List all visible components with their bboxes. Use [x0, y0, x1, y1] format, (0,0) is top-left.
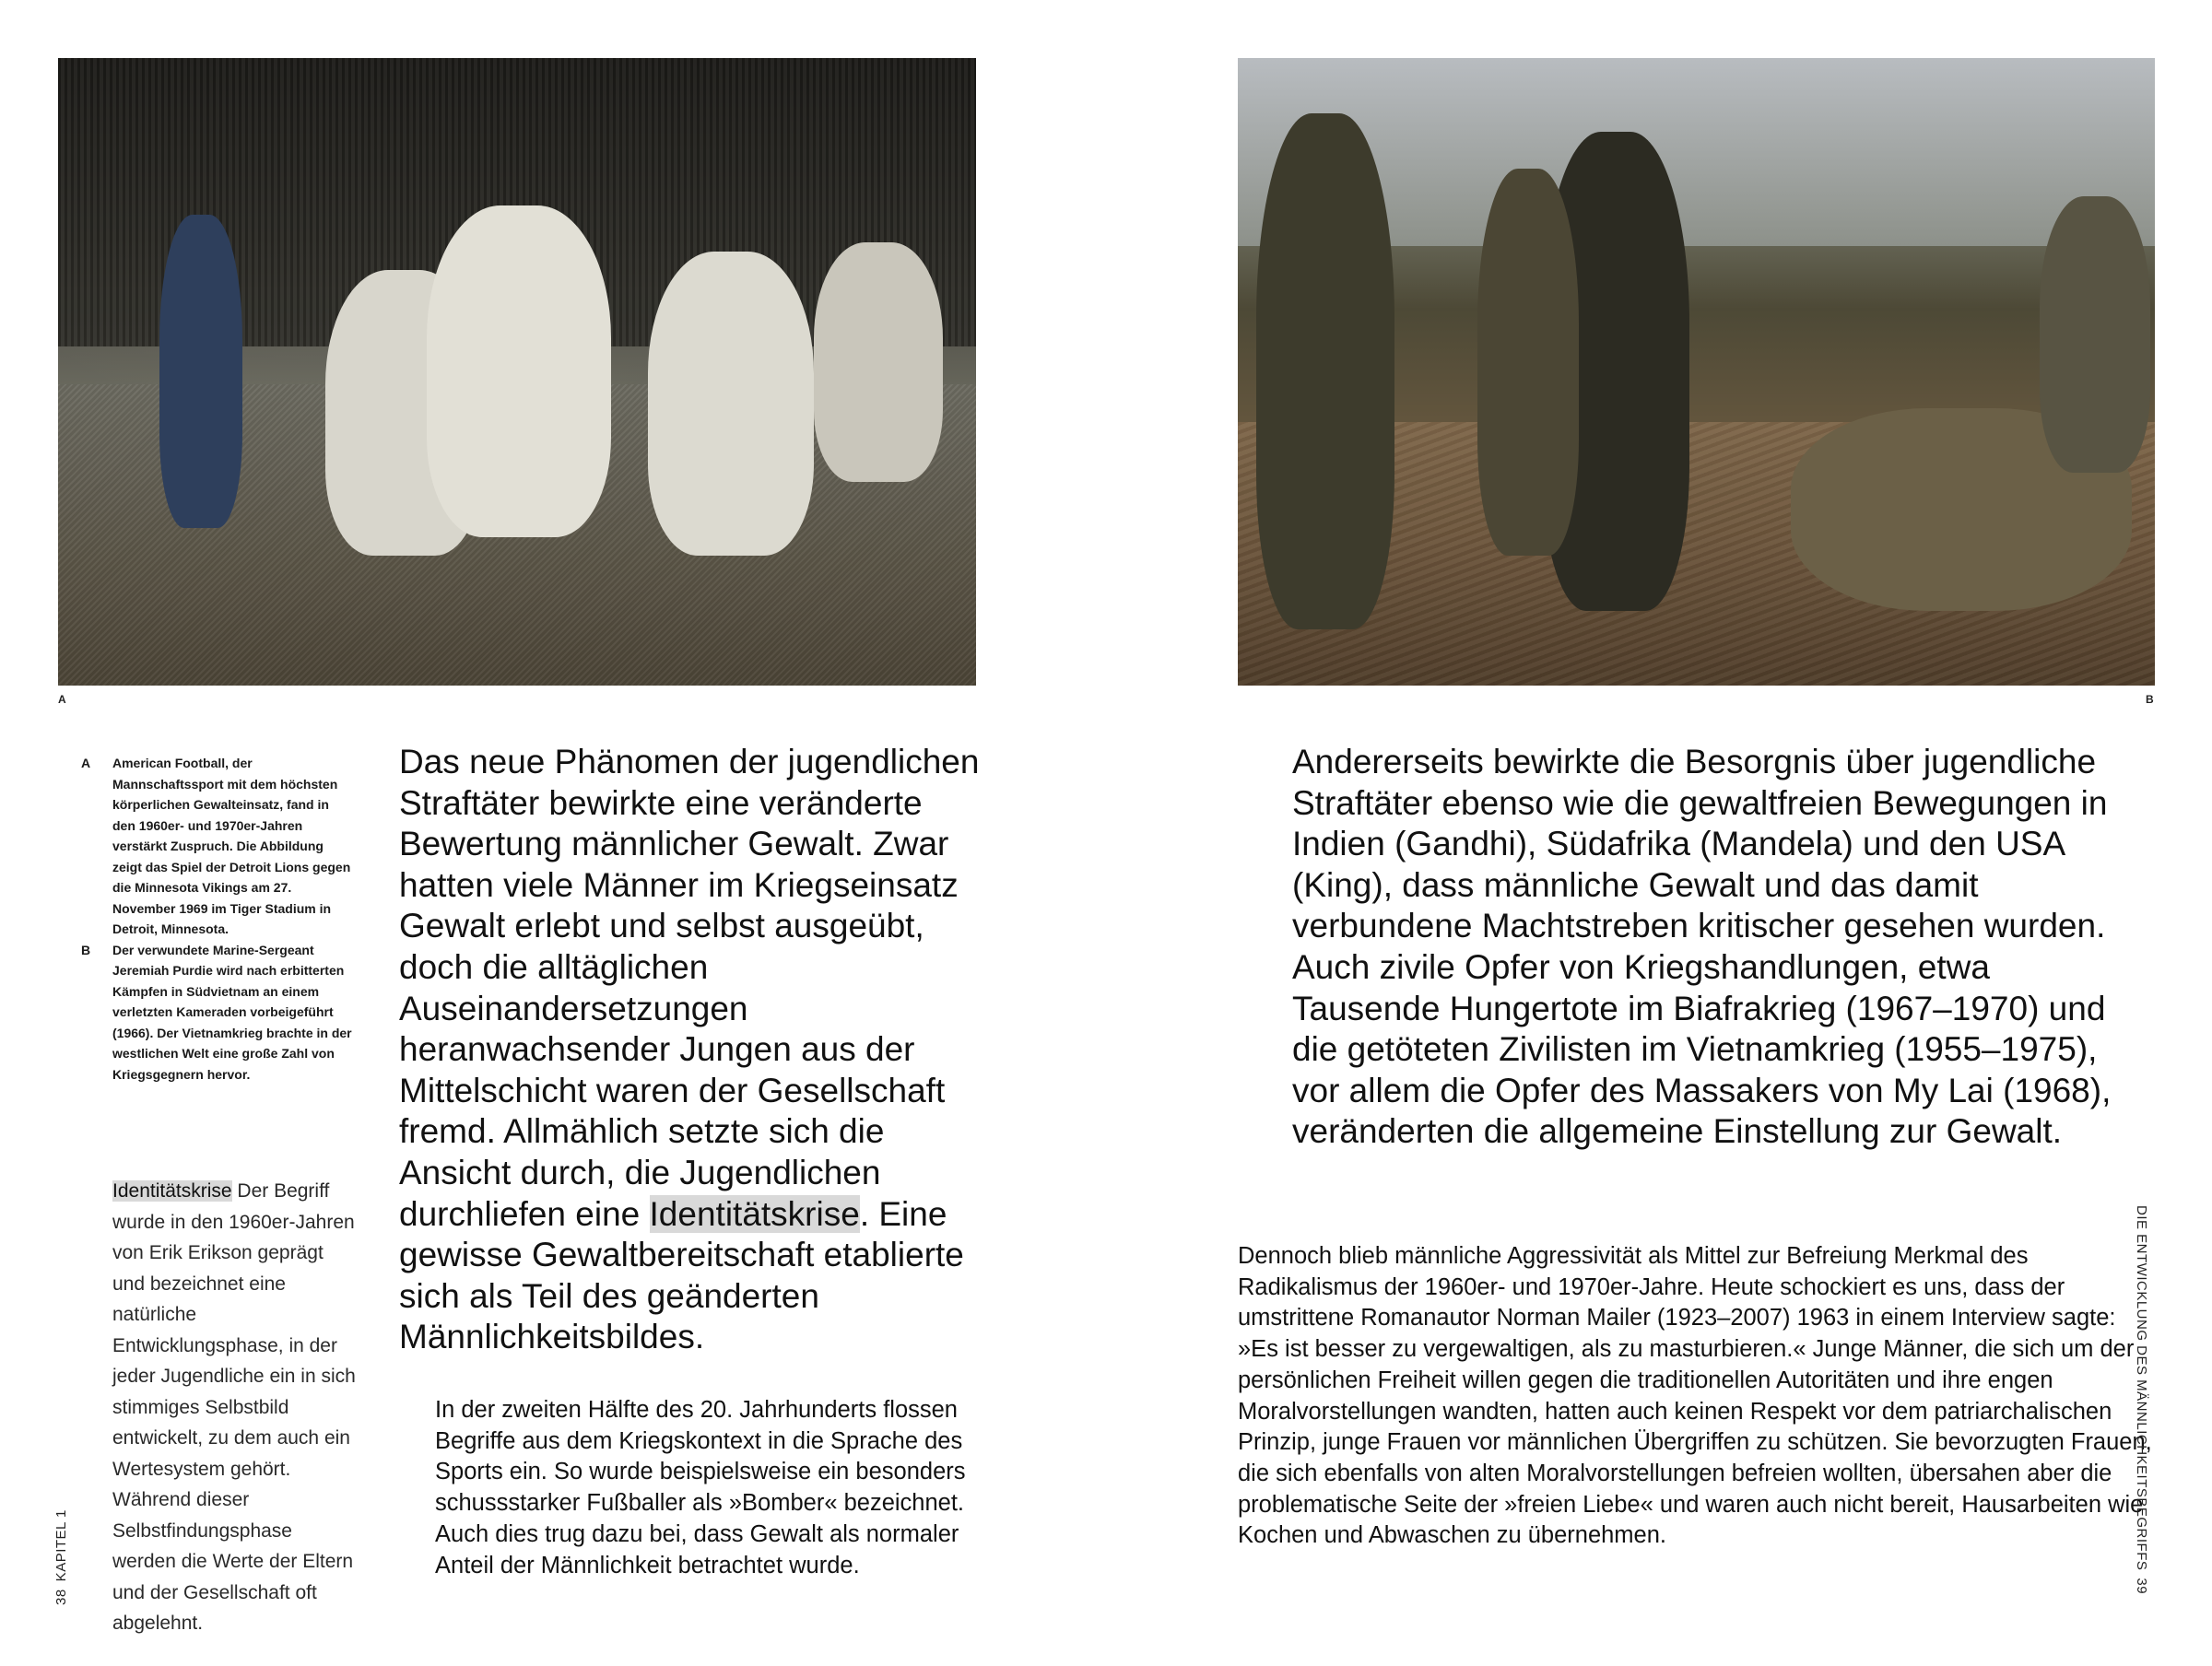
caption-a [81, 753, 358, 940]
image-label-b: B [2146, 693, 2154, 706]
lead-text: . Eine gewisse Gewaltbereitschaft etablierte sich als Teil des geänderten Männlichkeitsbildes. [399, 1194, 964, 1356]
photo-vietnam-war [1238, 58, 2155, 686]
caption-text: American Football, der Mannschaftssport mit dem höchsten körperlichen Gewalteinsatz, fand in den 1960er- und 1970er-Jahren verstärkt Zuspruch. Die Abbildung zeigt das Spiel der Detroit Lions gegen die Minnesota Vikings am 27. November 1969 im Tiger Stadium in Detroit, Minnesota. [112, 756, 351, 936]
caption-text: Der verwundete Marine-Sergeant Jeremiah Purdie wird nach erbitterten Kämpfen in Südvietnam an einem verletzten Kameraden vorbeigeführt (1966). Der Vietnamkrieg brachte in der westlichen Welt eine große Zahl von Kriegsgegnern hervor. [112, 942, 352, 1082]
photo-american-football [58, 58, 976, 686]
player-figure [814, 242, 943, 482]
chapter-label: KAPITEL 1 [53, 1509, 69, 1582]
section-title: DIE ENTWICKLUNG DES MÄNNLICHKEITSBEGRIFFS [2134, 1205, 2149, 1571]
glossary-note [112, 1176, 359, 1639]
body-paragraph-left: In der zweiten Hälfte des 20. Jahrhunderts flossen Begriffe aus dem Kriegskontext in die Sprache des Sports ein. So wurde beispielsweise ein besonders schussstarker Fußballer als »Bomber« bezeichnet. Auch dies trug dazu bei, dass Gewalt als normaler Anteil der Männlichkeit betrachtet wurde. [435, 1397, 966, 1578]
image-label-a: A [58, 693, 66, 706]
highlighted-term: Identitätskrise [649, 1194, 860, 1233]
lead-text: Das neue Phänomen der jugendlichen Straftäter bewirkte eine veränderte Bewertung männlicher Gewalt. Zwar hatten viele Männer im Kriegseinsatz Gewalt erlebt und selbst ausgeübt, doch die alltäglichen Auseinandersetzungen heranwachsender Jungen aus der Mittelschicht waren der Gesellschaft fremd. Allmählich setzte sich die Ansicht durch, die Jugendlichen durchliefen eine [399, 743, 980, 1233]
soldier-figure [1477, 169, 1579, 556]
running-head-left [53, 1509, 69, 1613]
running-head-right [2134, 1205, 2149, 1601]
glossary-definition: Der Begriff wurde in den 1960er-Jahren von Erik Erikson geprägt und bezeichnet eine natürliche Entwicklungsphase, in der jeder Jugendliche ein in sich stimmiges Selbstbild entwickelt, zu dem auch ein Wertesystem gehört. Während dieser Selbstfindungsphase werden die Werte der Eltern und der Gesellschaft oft abgelehnt. [112, 1180, 356, 1634]
player-figure [159, 215, 242, 528]
glossary-term: Identitätskrise [112, 1180, 232, 1202]
figure-captions [81, 753, 358, 1085]
page-number: 39 [2134, 1578, 2149, 1595]
caption-letter: A [81, 756, 91, 770]
caption-b [81, 940, 358, 1085]
player-figure [427, 205, 611, 537]
soldier-figure [1256, 113, 1394, 629]
page-number: 38 [53, 1589, 69, 1605]
player-figure [648, 252, 814, 556]
soldier-figure [2040, 196, 2150, 473]
lead-paragraph-right: Andererseits bewirkte die Besorgnis über jugendliche Straftäter ebenso wie die gewaltfreien Bewegungen in Indien (Gandhi), Südafrika (Mandela) und den USA (King), dass männliche Gewalt und das damit verbundene Machtstreben kritischer gesehen wurden. Auch zivile Opfer von Kriegshandlungen, etwa Tausende Hungertote im Biafrakrieg (1967–1970) und die getöteten Zivilisten im Vietnamkrieg (1955–1975), vor allem die Opfer des Massakers von My Lai (1968), veränderten die allgemeine Einstellung zur Gewalt. [1292, 743, 2112, 1151]
body-paragraph-right: Dennoch blieb männliche Aggressivität als Mittel zur Befreiung Merkmal des Radikalismus der 1960er- und 1970er-Jahre. Heute schockiert es uns, dass der umstrittene Romanautor Norman Mailer (1923–2007) 1963 in einem Interview sagte: »Es ist besser zu vergewaltigen, als zu masturbieren.« Junge Männer, die sich um der persönlichen Freiheit willen gegen die traditionellen Autoritäten und ihre engen Moralvorstellungen wandten, hatten auch keinen Respekt vor dem patriarchalischen Prinzip, junge Frauen vor männlichen Übergriffen zu schützen. Sie bevorzugten Frauen, die sich ebenfalls von alten Moralvorstellungen befreien wollten, übersahen aber die problematische Seite der »freien Liebe« und waren auch nicht bereit, Hausarbeiten wie Kochen und Abwaschen zu übernehmen. [1238, 1243, 2152, 1549]
caption-letter: B [81, 942, 91, 957]
lead-paragraph-left [399, 742, 989, 1358]
